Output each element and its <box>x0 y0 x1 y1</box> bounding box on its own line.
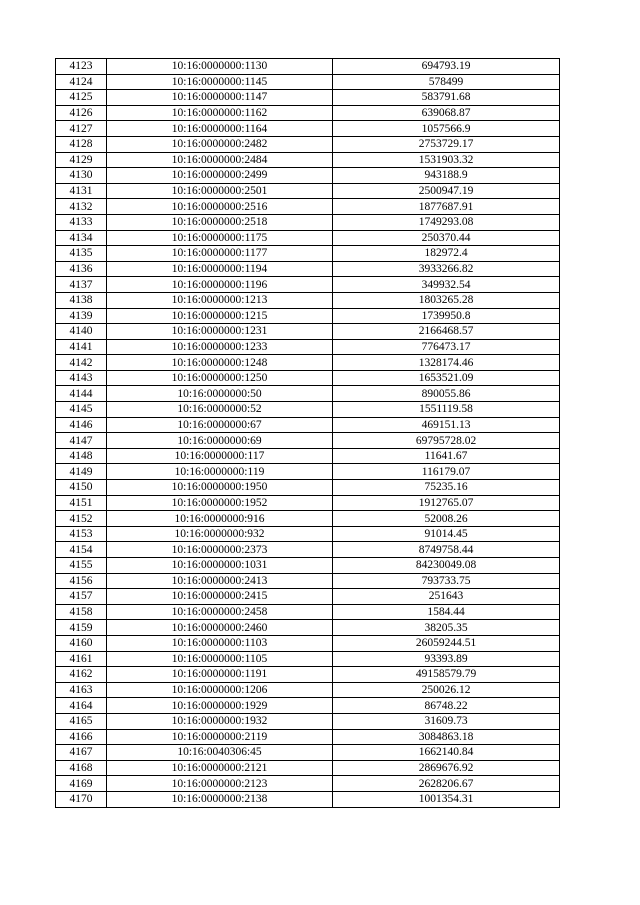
value-cell: 69795728.02 <box>333 433 560 449</box>
row-number-cell: 4158 <box>56 604 107 620</box>
table-row <box>56 136 560 152</box>
value-cell: 1749293.08 <box>333 214 560 230</box>
table-row <box>56 433 560 449</box>
value-cell: 3084863.18 <box>333 729 560 745</box>
cadastral-number-cell: 10:16:0000000:1130 <box>107 59 333 75</box>
table-row <box>56 542 560 558</box>
table-row <box>56 760 560 776</box>
value-cell: 86748.22 <box>333 698 560 714</box>
cadastral-number-cell: 10:16:0000000:69 <box>107 433 333 449</box>
row-number-cell: 4150 <box>56 480 107 496</box>
row-number-cell: 4148 <box>56 448 107 464</box>
value-cell: 2869676.92 <box>333 760 560 776</box>
value-cell: 694793.19 <box>333 59 560 75</box>
row-number-cell: 4141 <box>56 339 107 355</box>
row-number-cell: 4152 <box>56 511 107 527</box>
cadastral-number-cell: 10:16:0000000:67 <box>107 417 333 433</box>
row-number-cell: 4166 <box>56 729 107 745</box>
cadastral-number-cell: 10:16:0000000:1932 <box>107 713 333 729</box>
value-cell: 49158579.79 <box>333 667 560 683</box>
value-cell: 1584.44 <box>333 604 560 620</box>
row-number-cell: 4162 <box>56 667 107 683</box>
row-number-cell: 4137 <box>56 277 107 293</box>
table-row <box>56 713 560 729</box>
value-cell: 1328174.46 <box>333 355 560 371</box>
table-row <box>56 105 560 121</box>
table-row <box>56 168 560 184</box>
row-number-cell: 4159 <box>56 620 107 636</box>
value-cell: 84230049.08 <box>333 558 560 574</box>
row-number-cell: 4130 <box>56 168 107 184</box>
cadastral-number-cell: 10:16:0000000:1233 <box>107 339 333 355</box>
row-number-cell: 4139 <box>56 308 107 324</box>
value-cell: 793733.75 <box>333 573 560 589</box>
cadastral-number-cell: 10:16:0000000:1175 <box>107 230 333 246</box>
value-cell: 182972.4 <box>333 246 560 262</box>
row-number-cell: 4129 <box>56 152 107 168</box>
value-cell: 31609.73 <box>333 713 560 729</box>
value-cell: 1057566.9 <box>333 121 560 137</box>
value-cell: 8749758.44 <box>333 542 560 558</box>
value-cell: 93393.89 <box>333 651 560 667</box>
cadastral-number-cell: 10:16:0000000:117 <box>107 448 333 464</box>
value-cell: 2500947.19 <box>333 183 560 199</box>
table-row <box>56 682 560 698</box>
row-number-cell: 4169 <box>56 776 107 792</box>
row-number-cell: 4154 <box>56 542 107 558</box>
row-number-cell: 4146 <box>56 417 107 433</box>
table-row <box>56 386 560 402</box>
row-number-cell: 4153 <box>56 526 107 542</box>
cadastral-number-cell: 10:16:0000000:2138 <box>107 791 333 807</box>
cadastral-number-cell: 10:16:0000000:50 <box>107 386 333 402</box>
table-row <box>56 121 560 137</box>
cadastral-number-cell: 10:16:0000000:2484 <box>107 152 333 168</box>
table-row <box>56 480 560 496</box>
value-cell: 91014.45 <box>333 526 560 542</box>
cadastral-number-cell: 10:16:0000000:119 <box>107 464 333 480</box>
table-row <box>56 573 560 589</box>
value-cell: 1531903.32 <box>333 152 560 168</box>
data-table <box>55 58 560 808</box>
value-cell: 639068.87 <box>333 105 560 121</box>
value-cell: 943188.9 <box>333 168 560 184</box>
row-number-cell: 4167 <box>56 745 107 761</box>
cadastral-number-cell: 10:16:0000000:2518 <box>107 214 333 230</box>
value-cell: 776473.17 <box>333 339 560 355</box>
cadastral-number-cell: 10:16:0000000:932 <box>107 526 333 542</box>
table-row <box>56 635 560 651</box>
table-row <box>56 526 560 542</box>
cadastral-number-cell: 10:16:0000000:1952 <box>107 495 333 511</box>
table-row <box>56 292 560 308</box>
table-row <box>56 355 560 371</box>
row-number-cell: 4125 <box>56 90 107 106</box>
row-number-cell: 4135 <box>56 246 107 262</box>
row-number-cell: 4151 <box>56 495 107 511</box>
cadastral-number-cell: 10:16:0000000:2121 <box>107 760 333 776</box>
cadastral-number-cell: 10:16:0000000:52 <box>107 402 333 418</box>
row-number-cell: 4161 <box>56 651 107 667</box>
row-number-cell: 4143 <box>56 370 107 386</box>
cadastral-number-cell: 10:16:0000000:2373 <box>107 542 333 558</box>
value-cell: 1551119.58 <box>333 402 560 418</box>
table-row <box>56 370 560 386</box>
table-row <box>56 199 560 215</box>
row-number-cell: 4134 <box>56 230 107 246</box>
row-number-cell: 4131 <box>56 183 107 199</box>
value-cell: 250026.12 <box>333 682 560 698</box>
value-cell: 3933266.82 <box>333 261 560 277</box>
row-number-cell: 4136 <box>56 261 107 277</box>
cadastral-number-cell: 10:16:0000000:1031 <box>107 558 333 574</box>
value-cell: 349932.54 <box>333 277 560 293</box>
cadastral-number-cell: 10:16:0000000:2123 <box>107 776 333 792</box>
table-row <box>56 698 560 714</box>
value-cell: 116179.07 <box>333 464 560 480</box>
row-number-cell: 4149 <box>56 464 107 480</box>
row-number-cell: 4126 <box>56 105 107 121</box>
table-row <box>56 651 560 667</box>
cadastral-number-cell: 10:16:0000000:1164 <box>107 121 333 137</box>
table-row <box>56 74 560 90</box>
value-cell: 2753729.17 <box>333 136 560 152</box>
cadastral-number-cell: 10:16:0000000:1231 <box>107 324 333 340</box>
table-row <box>56 745 560 761</box>
table-row <box>56 417 560 433</box>
table-row <box>56 776 560 792</box>
table-row <box>56 183 560 199</box>
table-row <box>56 230 560 246</box>
table-row <box>56 495 560 511</box>
table-row <box>56 511 560 527</box>
cadastral-number-cell: 10:16:0000000:1177 <box>107 246 333 262</box>
row-number-cell: 4164 <box>56 698 107 714</box>
cadastral-number-cell: 10:16:0000000:1206 <box>107 682 333 698</box>
cadastral-number-cell: 10:16:0000000:1162 <box>107 105 333 121</box>
table-row <box>56 90 560 106</box>
cadastral-number-cell: 10:16:0000000:2460 <box>107 620 333 636</box>
cadastral-number-cell: 10:16:0000000:1213 <box>107 292 333 308</box>
value-cell: 250370.44 <box>333 230 560 246</box>
row-number-cell: 4144 <box>56 386 107 402</box>
cadastral-number-cell: 10:16:0000000:2499 <box>107 168 333 184</box>
row-number-cell: 4142 <box>56 355 107 371</box>
table-row <box>56 448 560 464</box>
cadastral-number-cell: 10:16:0040306:45 <box>107 745 333 761</box>
cadastral-number-cell: 10:16:0000000:1950 <box>107 480 333 496</box>
table-row <box>56 464 560 480</box>
row-number-cell: 4170 <box>56 791 107 807</box>
table-row <box>56 558 560 574</box>
value-cell: 26059244.51 <box>333 635 560 651</box>
row-number-cell: 4128 <box>56 136 107 152</box>
cadastral-number-cell: 10:16:0000000:1248 <box>107 355 333 371</box>
row-number-cell: 4168 <box>56 760 107 776</box>
cadastral-number-cell: 10:16:0000000:2413 <box>107 573 333 589</box>
row-number-cell: 4123 <box>56 59 107 75</box>
row-number-cell: 4147 <box>56 433 107 449</box>
table-row <box>56 402 560 418</box>
value-cell: 52008.26 <box>333 511 560 527</box>
table-row <box>56 324 560 340</box>
cadastral-number-cell: 10:16:0000000:1215 <box>107 308 333 324</box>
table-row <box>56 277 560 293</box>
table-row <box>56 59 560 75</box>
table-body <box>56 59 560 808</box>
table-row <box>56 339 560 355</box>
value-cell: 469151.13 <box>333 417 560 433</box>
table-row <box>56 620 560 636</box>
cadastral-number-cell: 10:16:0000000:1105 <box>107 651 333 667</box>
table-row <box>56 152 560 168</box>
cadastral-number-cell: 10:16:0000000:2415 <box>107 589 333 605</box>
cadastral-number-cell: 10:16:0000000:1103 <box>107 635 333 651</box>
row-number-cell: 4165 <box>56 713 107 729</box>
value-cell: 1803265.28 <box>333 292 560 308</box>
row-number-cell: 4163 <box>56 682 107 698</box>
value-cell: 578499 <box>333 74 560 90</box>
cadastral-number-cell: 10:16:0000000:2482 <box>107 136 333 152</box>
cadastral-number-cell: 10:16:0000000:1194 <box>107 261 333 277</box>
cadastral-number-cell: 10:16:0000000:1191 <box>107 667 333 683</box>
cadastral-number-cell: 10:16:0000000:1147 <box>107 90 333 106</box>
cadastral-number-cell: 10:16:0000000:2458 <box>107 604 333 620</box>
row-number-cell: 4132 <box>56 199 107 215</box>
value-cell: 2628206.67 <box>333 776 560 792</box>
cadastral-number-cell: 10:16:0000000:2501 <box>107 183 333 199</box>
cadastral-number-cell: 10:16:0000000:2516 <box>107 199 333 215</box>
value-cell: 1001354.31 <box>333 791 560 807</box>
table-row <box>56 604 560 620</box>
row-number-cell: 4155 <box>56 558 107 574</box>
table-row <box>56 246 560 262</box>
value-cell: 2166468.57 <box>333 324 560 340</box>
value-cell: 1739950.8 <box>333 308 560 324</box>
row-number-cell: 4145 <box>56 402 107 418</box>
table-row <box>56 667 560 683</box>
value-cell: 251643 <box>333 589 560 605</box>
value-cell: 1662140.84 <box>333 745 560 761</box>
value-cell: 38205.35 <box>333 620 560 636</box>
table-row <box>56 214 560 230</box>
value-cell: 75235.16 <box>333 480 560 496</box>
table-row <box>56 308 560 324</box>
cadastral-number-cell: 10:16:0000000:1250 <box>107 370 333 386</box>
row-number-cell: 4124 <box>56 74 107 90</box>
row-number-cell: 4127 <box>56 121 107 137</box>
cadastral-number-cell: 10:16:0000000:916 <box>107 511 333 527</box>
cadastral-number-cell: 10:16:0000000:1196 <box>107 277 333 293</box>
value-cell: 890055.86 <box>333 386 560 402</box>
row-number-cell: 4156 <box>56 573 107 589</box>
cadastral-number-cell: 10:16:0000000:1929 <box>107 698 333 714</box>
value-cell: 1653521.09 <box>333 370 560 386</box>
value-cell: 583791.68 <box>333 90 560 106</box>
cadastral-number-cell: 10:16:0000000:1145 <box>107 74 333 90</box>
row-number-cell: 4157 <box>56 589 107 605</box>
table-row <box>56 791 560 807</box>
value-cell: 1877687.91 <box>333 199 560 215</box>
row-number-cell: 4138 <box>56 292 107 308</box>
row-number-cell: 4140 <box>56 324 107 340</box>
row-number-cell: 4160 <box>56 635 107 651</box>
table-row <box>56 261 560 277</box>
value-cell: 1912765.07 <box>333 495 560 511</box>
row-number-cell: 4133 <box>56 214 107 230</box>
table-row <box>56 589 560 605</box>
value-cell: 11641.67 <box>333 448 560 464</box>
cadastral-number-cell: 10:16:0000000:2119 <box>107 729 333 745</box>
table-row <box>56 729 560 745</box>
